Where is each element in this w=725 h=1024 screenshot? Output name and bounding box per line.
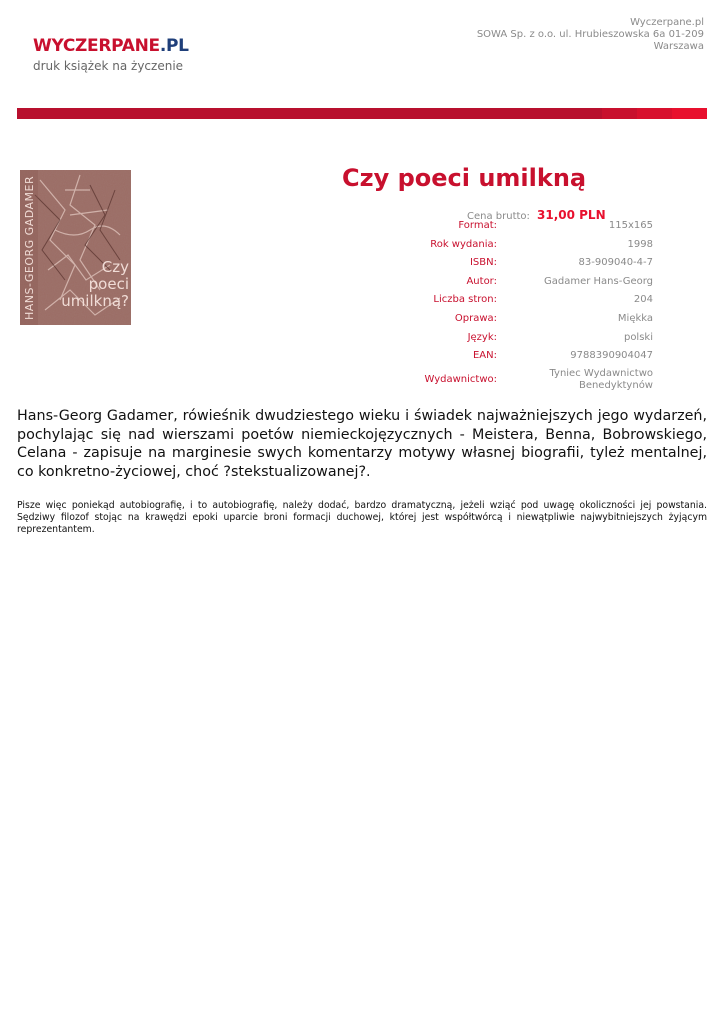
logo-domain: .PL: [159, 36, 189, 56]
spec-label: Autor:: [466, 276, 497, 287]
company-name: Wyczerpane.pl: [630, 17, 704, 28]
spec-label: ISBN:: [469, 257, 497, 268]
spec-label: Wydawnictwo:: [424, 374, 497, 385]
book-description: Hans-Georg Gadamer, rówieśnik dwudziestego wieku i świadek najważniejszych jego wydarzeń, pochylając się nad wierszami poetów niemieckojęzycznych - Meistera, Benna, Bobrowskiego, Celana - zapisuje na marginesie swych komentarzy motywy własnej biografii, tyleż mentalnej, co konkretno-życiowej, choć ?stekstualizowanej?.: [17, 408, 707, 480]
cover-title-line-3: umilkną?: [61, 292, 129, 310]
price-label: Cena brutto:: [467, 211, 530, 222]
spec-label: Format:: [458, 220, 497, 231]
spec-value: [549, 368, 653, 392]
spec-value: 115x165: [608, 220, 653, 231]
company-city: Warszawa: [653, 41, 704, 52]
spec-label: Liczba stron:: [433, 294, 497, 305]
spec-value: 9788390904047: [570, 350, 653, 361]
cover-title-line-2: poeci: [88, 275, 129, 293]
spec-label: Rok wydania:: [430, 239, 497, 250]
spec-value: 1998: [627, 239, 653, 250]
spec-value: 204: [633, 294, 653, 305]
book-description-extra: Pisze więc poniekąd autobiografię, i to autobiografię, należy dodać, bardzo dramatyczną, jeżeli wziąć pod uwagę okoliczności jej powstania. Sędziwy filozof stojąc na krawędzi epoki uparcie broni formacji duchowej, której jest współtwórcą i niewątpliwie najwybitniejszych żyjącym reprezentantem.: [17, 500, 707, 535]
spec-label: Język:: [467, 332, 497, 343]
spec-value: polski: [623, 332, 653, 343]
publisher-line-1: Tyniec Wydawnictwo: [549, 368, 653, 379]
spec-value: Miękka: [617, 313, 653, 324]
book-cover-image: [20, 170, 131, 325]
spec-label: EAN:: [472, 350, 497, 361]
logo-name: WYCZERPANE: [33, 36, 160, 56]
spec-value: Gadamer Hans-Georg: [543, 276, 653, 287]
spec-value: 83-909040-4-7: [578, 257, 653, 268]
site-logo[interactable]: [33, 36, 213, 78]
cover-author-text: HANS-GEORG GADAMER: [23, 175, 36, 320]
logo-tagline: druk książek na życzenie: [33, 59, 184, 73]
spec-label: Oprawa:: [454, 313, 497, 324]
price-value: 31,00 PLN: [537, 208, 606, 222]
logo-wordmark: [33, 36, 189, 56]
header-divider-bar: [17, 108, 707, 119]
company-street: SOWA Sp. z o.o. ul. Hrubieszowska 6a 01-209: [476, 29, 704, 40]
publisher-line-2: Benedyktynów: [578, 380, 653, 391]
cover-title-line-1: Czy: [101, 258, 129, 276]
book-title: Czy poeci umilkną: [342, 164, 587, 192]
company-address: [477, 17, 704, 53]
